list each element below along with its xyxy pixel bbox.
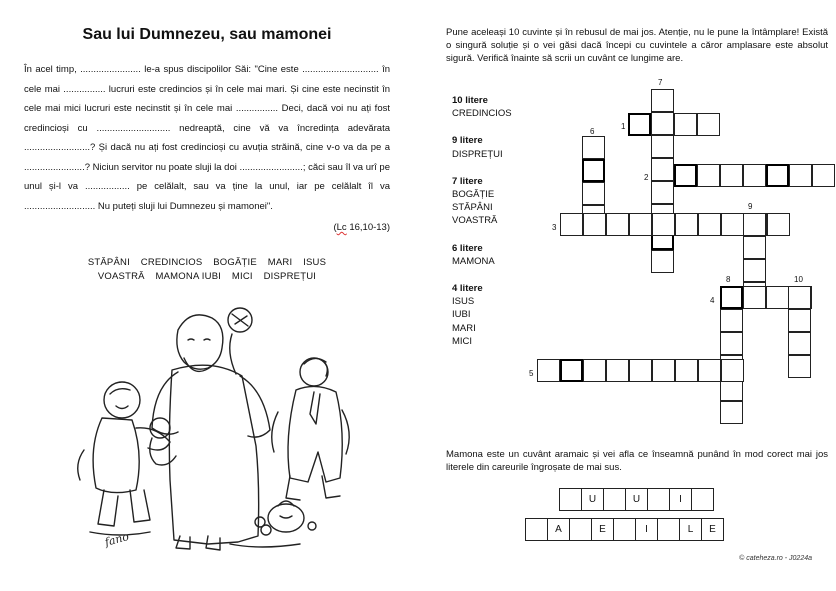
clue-number-5: 5 bbox=[529, 369, 534, 378]
artist-signature: fano bbox=[103, 530, 131, 549]
clue-number-6: 6 bbox=[590, 127, 595, 136]
crossword-cell[interactable] bbox=[651, 135, 674, 158]
page-title: Sau lui Dumnezeu, sau mamonei bbox=[82, 26, 332, 43]
word-list-item: CREDINCIOS bbox=[452, 108, 512, 120]
word-bank-line-1 bbox=[0, 256, 414, 270]
answer-cell[interactable] bbox=[603, 488, 626, 511]
crossword-cell[interactable] bbox=[651, 158, 674, 181]
crossword-cell[interactable] bbox=[743, 213, 766, 236]
crossword-cell[interactable] bbox=[767, 213, 790, 236]
word-list-item: ISUS bbox=[452, 296, 475, 308]
clue-number-1: 1 bbox=[621, 122, 626, 131]
crossword-cell[interactable] bbox=[675, 359, 698, 382]
gospel-passage bbox=[24, 60, 390, 216]
crossword-cell[interactable] bbox=[788, 286, 811, 309]
crossword-cell[interactable] bbox=[697, 164, 720, 187]
scripture-reference bbox=[24, 222, 390, 233]
word-bank-word: BOGĂȚIE bbox=[213, 257, 257, 268]
passage-text: În acel timp, ....................... le-a spus discipolilor Săi: "Cine este ............................. în cele mai ................ lucruri este credincios și în cele mai mari. Și cine este necinstit în cele mai mici lucruri este necinstit și în cele mai ................ Deci, dacă voi nu ați fost credincioși cu ............................ nedreaptă, cine vă va încredința adevărata .........................? Și dacă nu ați fost credincioși cu avuția străină, cine v-o va da pe a .......................? Niciun servitor nu poate sluji la doi ........................; căci sau îl va urî pe unul și-l va ................. pe celălalt, sau va ține la unul, iar pe celălalt îl va ........................... Nu puteți sluji lui Dumnezeu și mamonei". bbox=[24, 64, 390, 212]
reference-abbreviation: Lc bbox=[336, 222, 347, 233]
crossword-cell[interactable] bbox=[560, 213, 583, 236]
crossword-cell-highlighted[interactable] bbox=[628, 113, 651, 136]
answer-cell[interactable]: U bbox=[625, 488, 648, 511]
word-bank bbox=[0, 256, 414, 284]
reference-chapter-verses: 16,10-13) bbox=[346, 222, 390, 233]
clue-number-9: 9 bbox=[748, 202, 753, 211]
answer-cell[interactable] bbox=[647, 488, 670, 511]
small-child-figure bbox=[150, 418, 176, 465]
word-group-heading: 7 litere bbox=[452, 175, 483, 187]
crossword-cell[interactable] bbox=[582, 136, 605, 159]
crossword-cell[interactable] bbox=[606, 359, 629, 382]
word-bank-word: DISPREȚUI bbox=[263, 271, 317, 282]
answer-cell[interactable] bbox=[525, 518, 548, 541]
word-bank-word: CREDINCIOS bbox=[140, 257, 203, 268]
word-list-item: DISPREȚUI bbox=[452, 148, 503, 160]
clue-number-3: 3 bbox=[552, 223, 557, 232]
clue-number-8: 8 bbox=[726, 275, 731, 284]
crossword-cell[interactable] bbox=[788, 355, 811, 378]
answer-row-1 bbox=[560, 488, 714, 511]
answer-cell[interactable] bbox=[691, 488, 714, 511]
word-bank-line-2 bbox=[0, 270, 414, 284]
crossword-cell[interactable] bbox=[651, 250, 674, 273]
answer-cell[interactable]: E bbox=[591, 518, 614, 541]
crossword-cell[interactable] bbox=[583, 213, 606, 236]
crossword-cell[interactable] bbox=[537, 359, 560, 382]
crossword-cell-highlighted[interactable] bbox=[560, 359, 583, 382]
crossword-cell[interactable] bbox=[789, 164, 812, 187]
crossword-cell-highlighted[interactable] bbox=[766, 164, 789, 187]
reference-prefix: ( bbox=[333, 222, 337, 233]
word-bank-word: STĂPÂNI bbox=[87, 257, 130, 268]
word-group-heading: 4 litere bbox=[452, 283, 483, 295]
answer-cell[interactable] bbox=[657, 518, 680, 541]
clue-number-10: 10 bbox=[794, 275, 803, 284]
crossword-cell[interactable] bbox=[766, 286, 789, 309]
word-group-9 bbox=[452, 134, 542, 160]
copyright-credit: © cateheza.ro - J0224a bbox=[739, 555, 812, 562]
crossword-cell[interactable] bbox=[720, 332, 743, 355]
word-list-item: BOGĂȚIE bbox=[452, 189, 495, 201]
crossword-cell[interactable] bbox=[652, 359, 675, 382]
crossword-cell[interactable] bbox=[812, 164, 835, 187]
crossword-cell-highlighted[interactable] bbox=[674, 164, 697, 187]
word-group-heading: 9 litere bbox=[452, 135, 483, 147]
crossword-cell[interactable] bbox=[720, 164, 743, 187]
crossword-cell[interactable] bbox=[721, 213, 744, 236]
crossword-cell[interactable] bbox=[743, 236, 766, 259]
clue-number-2: 2 bbox=[644, 173, 649, 182]
crossword-cell[interactable] bbox=[606, 213, 629, 236]
word-group-heading: 6 litere bbox=[452, 242, 483, 254]
mamona-explanation: Mamona este un cuvânt aramaic și vei afla ce înseamnă punând în mod corect mai jos literele din careurile îngroșate de mai sus. bbox=[446, 449, 828, 473]
crossword-cell-highlighted[interactable] bbox=[720, 286, 743, 309]
crossword-cell[interactable] bbox=[743, 259, 766, 282]
crossword-cell[interactable] bbox=[698, 359, 721, 382]
answer-row-2 bbox=[526, 518, 724, 541]
answer-cell[interactable]: A bbox=[547, 518, 570, 541]
answer-cell[interactable]: I bbox=[635, 518, 658, 541]
crossword-cell[interactable] bbox=[652, 213, 675, 236]
rich-man-figure bbox=[272, 358, 349, 500]
word-list bbox=[452, 94, 542, 362]
answer-cell[interactable]: E bbox=[701, 518, 724, 541]
word-bank-word: MAMONA IUBI bbox=[155, 271, 222, 282]
right-column bbox=[418, 0, 836, 591]
answer-cell[interactable]: I bbox=[669, 488, 692, 511]
crossword-cell[interactable] bbox=[697, 113, 720, 136]
word-group-heading: 10 litere bbox=[452, 95, 488, 106]
crossword-cell[interactable] bbox=[720, 309, 743, 332]
word-list-item: STĂPÂNI bbox=[452, 202, 493, 214]
word-group-6 bbox=[452, 242, 542, 268]
word-bank-word: VOASTRĂ bbox=[97, 271, 145, 282]
crossword-cell[interactable] bbox=[651, 89, 674, 112]
crossword-cell[interactable] bbox=[788, 309, 811, 332]
crossword-cell[interactable] bbox=[675, 213, 698, 236]
answer-cell[interactable] bbox=[559, 488, 582, 511]
answer-cell[interactable] bbox=[569, 518, 592, 541]
word-list-item: MICI bbox=[452, 335, 473, 347]
word-bank-word: MICI bbox=[231, 271, 253, 282]
crossword-cell[interactable] bbox=[743, 286, 766, 309]
word-bank-word: ISUS bbox=[303, 257, 327, 268]
answer-cell[interactable] bbox=[613, 518, 636, 541]
crossword-cell[interactable] bbox=[629, 359, 652, 382]
crossword-cell[interactable] bbox=[651, 181, 674, 204]
answer-cell[interactable]: U bbox=[581, 488, 604, 511]
crossword-cell[interactable] bbox=[651, 112, 674, 135]
clue-number-7: 7 bbox=[658, 78, 663, 87]
crossword-cell[interactable] bbox=[788, 332, 811, 355]
coloring-illustration bbox=[60, 300, 360, 560]
word-group-4 bbox=[452, 282, 542, 348]
word-list-item: MARI bbox=[452, 322, 476, 334]
clue-number-4: 4 bbox=[710, 296, 715, 305]
crossword-cell[interactable] bbox=[582, 182, 605, 205]
word-list-item: VOASTRĂ bbox=[452, 215, 498, 227]
crossword-instructions: Pune aceleași 10 cuvinte și în rebusul de mai jos. Atenție, nu le pune la întâmplare! Există o singură soluție și o vei găsi dacă începi cu cuvintele a căror amplasare este absolut sigură. Verifică înainte să scrii un cuvânt ce lungime are. bbox=[446, 27, 828, 64]
word-list-item: MAMONA bbox=[452, 255, 495, 267]
crossword-cell[interactable] bbox=[720, 401, 743, 424]
word-bank-word: MARI bbox=[267, 257, 293, 268]
crossword-cell[interactable] bbox=[583, 359, 606, 382]
crossword-cell[interactable] bbox=[743, 164, 766, 187]
answer-cell[interactable]: L bbox=[679, 518, 702, 541]
word-list-item: IUBI bbox=[452, 309, 471, 321]
crossword-cell[interactable] bbox=[629, 213, 652, 236]
word-group-7 bbox=[452, 175, 542, 228]
crossword-cell[interactable] bbox=[698, 213, 721, 236]
crossword-cell[interactable] bbox=[674, 113, 697, 136]
money-bag bbox=[255, 501, 316, 535]
crossword-cell-highlighted[interactable] bbox=[582, 159, 605, 182]
crossword-cell[interactable] bbox=[721, 359, 744, 382]
word-group-10 bbox=[452, 94, 542, 120]
